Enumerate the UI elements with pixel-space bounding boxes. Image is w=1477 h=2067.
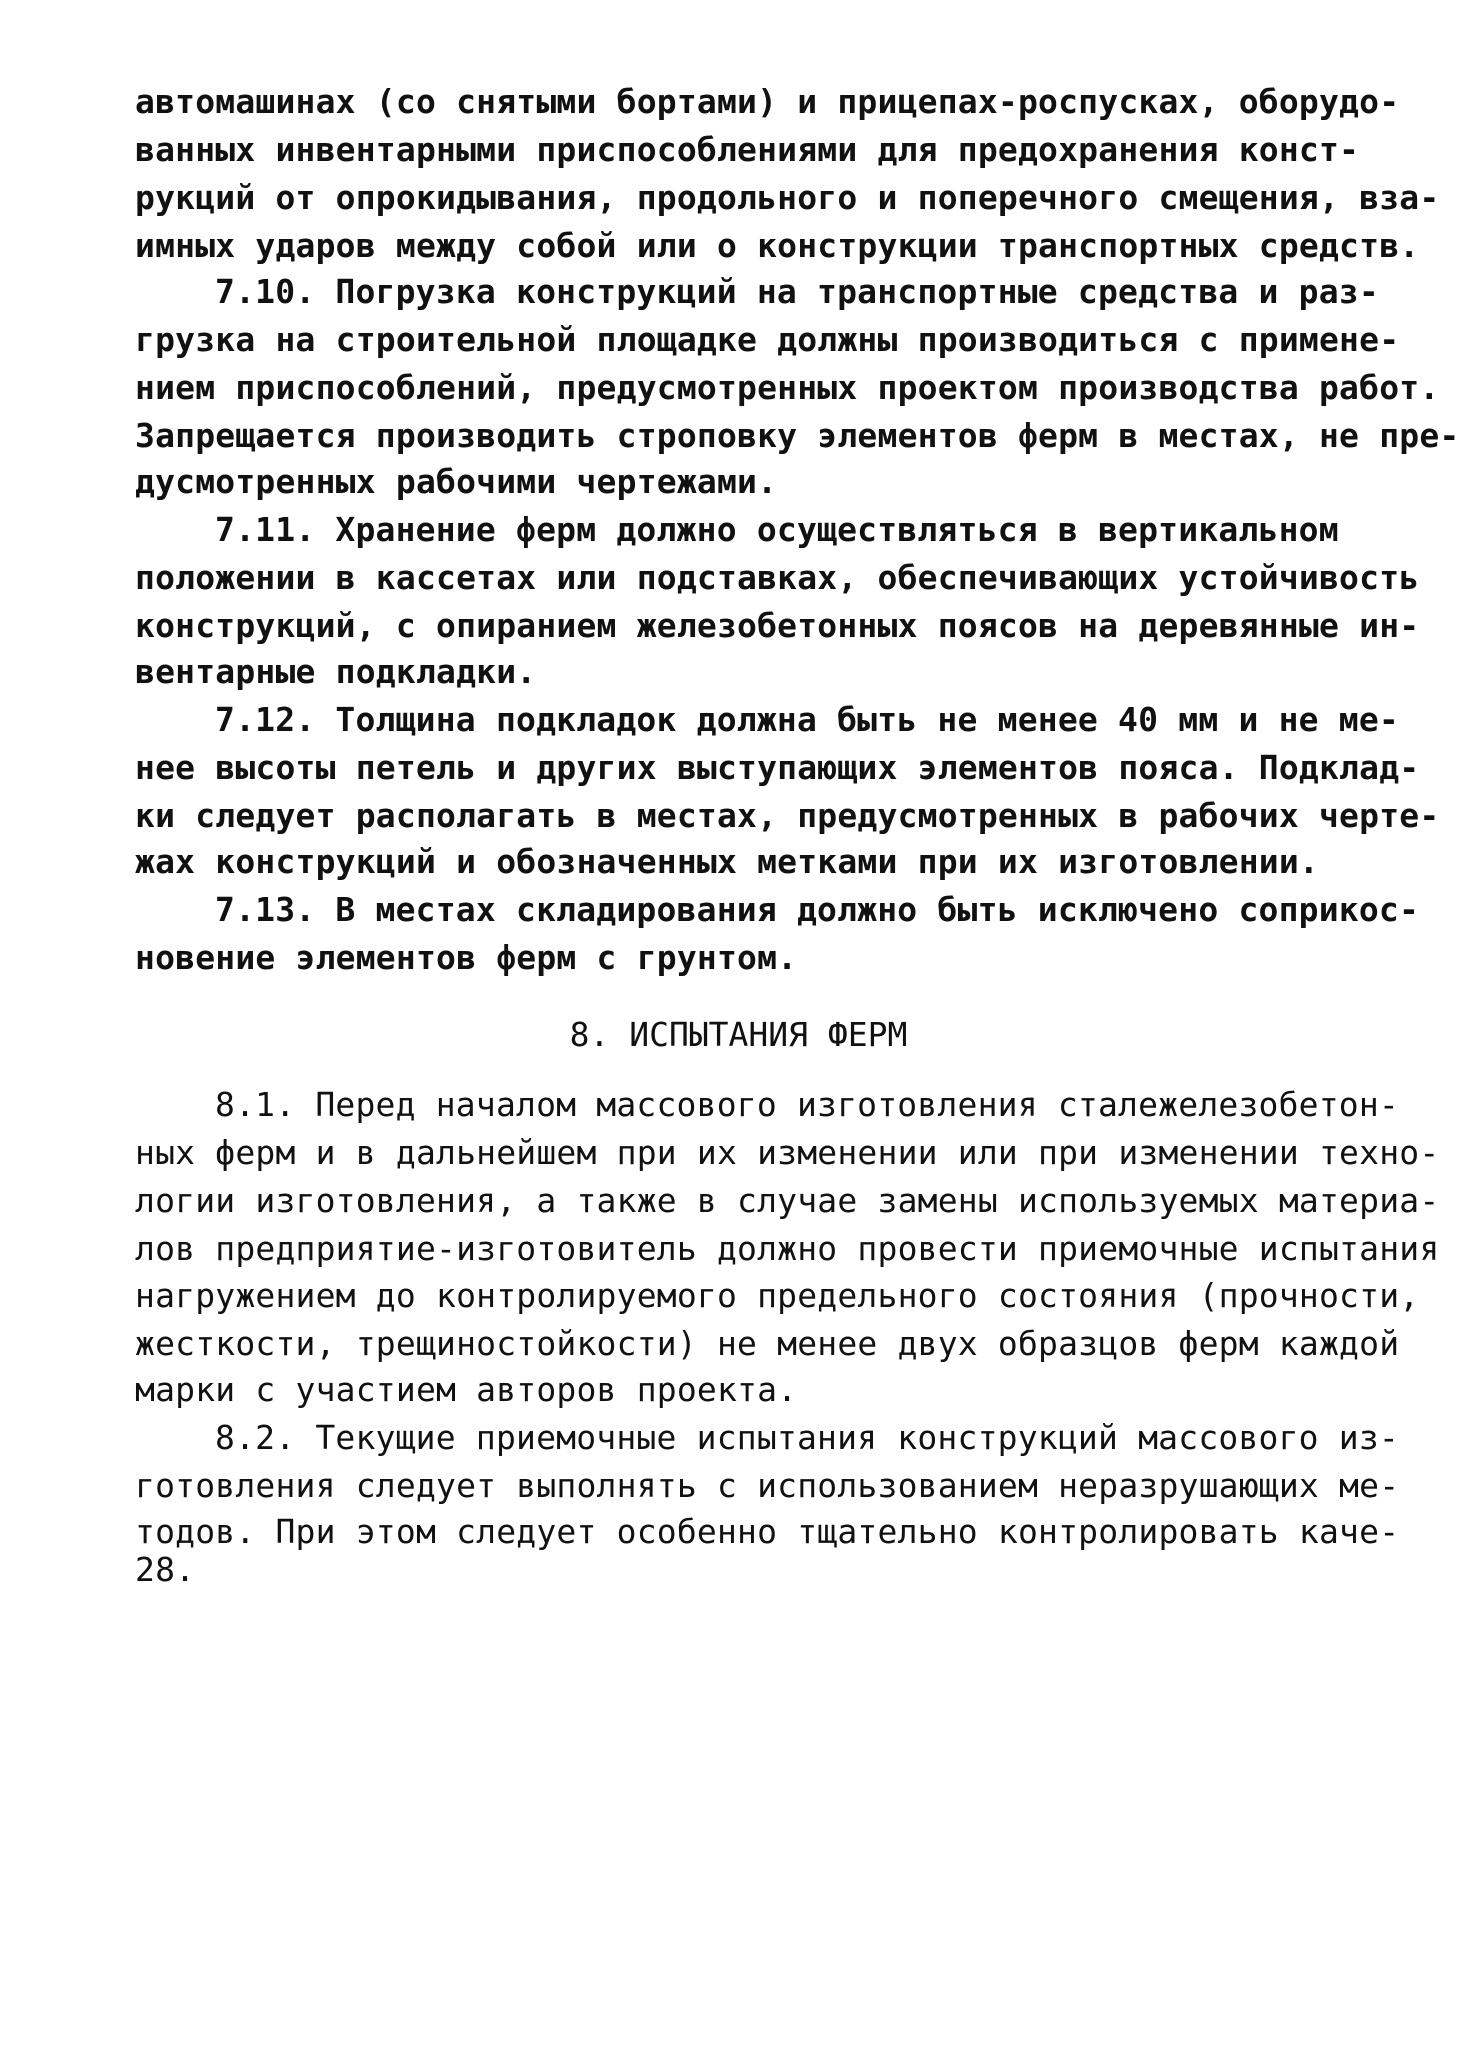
- text-line: жах конструкций и обозначенных метками при их изготовлении.: [135, 842, 1319, 881]
- text-line: новение элементов ферм с грунтом.: [135, 938, 798, 977]
- text-line: нее высоты петель и других выступающих элементов пояса. Подклад-: [135, 748, 1420, 787]
- section-8-heading: 8. ИСПЫТАНИЯ ФЕРМ: [569, 1015, 908, 1054]
- paragraph-7-13-first-line: 7.13. В местах складирования должно быть исключено соприкос-: [215, 890, 1420, 929]
- text-line: конструкций, с опиранием железобетонных поясов на деревянные ин-: [135, 606, 1420, 645]
- paragraph-8-2-first-line: 8.2. Текущие приемочные испытания конструкций массового из-: [215, 1418, 1399, 1457]
- text-line: вентарные подкладки.: [135, 652, 537, 691]
- text-line: положении в кассетах или подставках, обеспечивающих устойчивость: [135, 558, 1420, 597]
- text-line: Запрещается производить строповку элементов ферм в местах, не пре-: [135, 416, 1460, 455]
- text-line: нием приспособлений, предусмотренных проектом производства работ.: [135, 368, 1440, 407]
- text-line: готовления следует выполнять с использованием неразрушающих ме-: [135, 1466, 1400, 1505]
- text-line: автомашинах (со снятыми бортами) и прицепах-роспусках, оборудо-: [135, 82, 1400, 121]
- paragraph-7-11-first-line: 7.11. Хранение ферм должно осуществляться в вертикальном: [215, 510, 1339, 549]
- text-line: ных ферм и в дальнейшем при их изменении или при изменении техно-: [135, 1133, 1440, 1172]
- paragraph-7-12-first-line: 7.12. Толщина подкладок должна быть не менее 40 мм и не ме-: [215, 700, 1399, 739]
- paragraph-8-1-first-line: 8.1. Перед началом массового изготовления сталежелезобетон-: [215, 1085, 1399, 1124]
- text-line: ванных инвентарными приспособлениями для предохранения конст-: [135, 130, 1360, 169]
- text-line: жесткости, трещиностойкости) не менее двух образцов ферм каждой: [135, 1324, 1400, 1363]
- text-line: дусмотренных рабочими чертежами.: [135, 462, 778, 501]
- text-line: ки следует располагать в местах, предусмотренных в рабочих черте-: [135, 796, 1440, 835]
- page-number: 28.: [135, 1550, 196, 1589]
- text-line: логии изготовления, а также в случае замены используемых материа-: [135, 1181, 1440, 1220]
- text-line: марки с участием авторов проекта.: [135, 1370, 798, 1409]
- text-line: тодов. При этом следует особенно тщательно контролировать каче-: [135, 1512, 1400, 1551]
- paragraph-7-10-first-line: 7.10. Погрузка конструкций на транспортные средства и раз-: [215, 272, 1379, 311]
- text-line: лов предприятие-изготовитель должно провести приемочные испытания: [135, 1229, 1440, 1268]
- text-line: рукций от опрокидывания, продольного и поперечного смещения, вза-: [135, 178, 1440, 217]
- text-line: нагружением до контролируемого предельного состояния (прочности,: [135, 1276, 1420, 1315]
- text-line: грузка на строительной площадке должны производиться с примене-: [135, 320, 1400, 359]
- text-line: имных ударов между собой или о конструкции транспортных средств.: [135, 226, 1420, 265]
